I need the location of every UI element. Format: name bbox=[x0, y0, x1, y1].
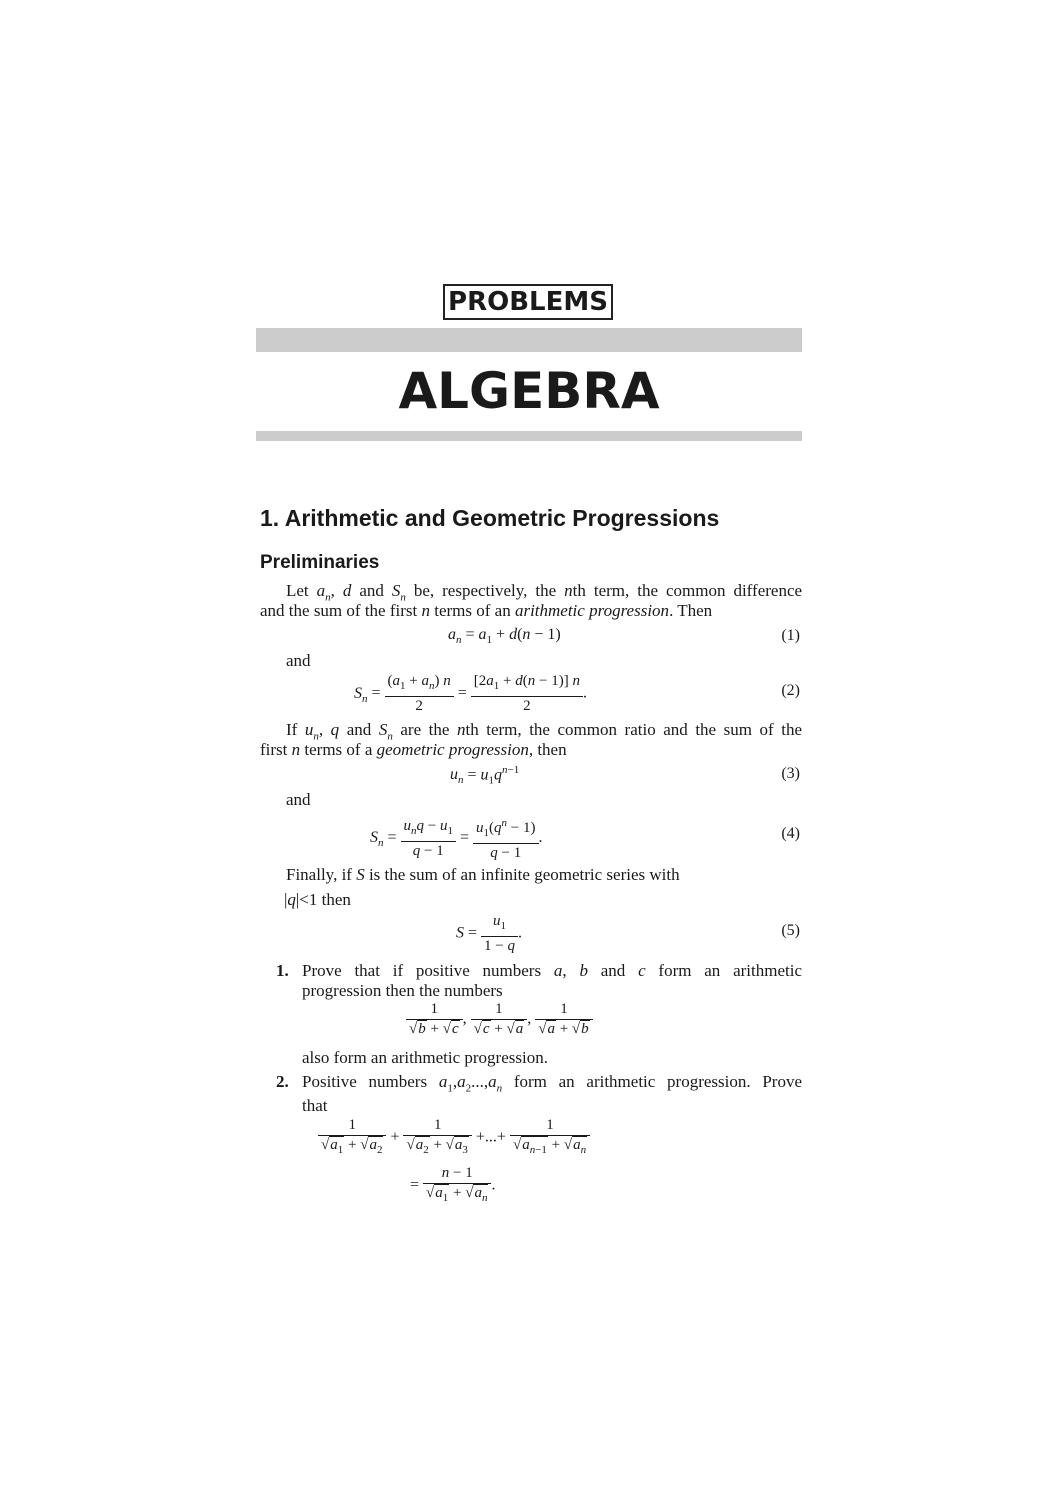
title-bottom-bar bbox=[256, 431, 802, 441]
and-label-1: and bbox=[286, 651, 311, 670]
equation-1: $a_n = a_1 + d(n - 1)$ bbox=[448, 626, 561, 647]
problem-2-line-2: that bbox=[302, 1096, 328, 1115]
paragraph-1-line-1: Let $a_n$, d and $S_n$ be, respectively, the nth term, the common difference bbox=[286, 581, 803, 604]
problem-1-line-1: Prove that if positive numbers a, b and c form an arithmetic bbox=[302, 961, 803, 980]
paragraph-1-line-2: and the sum of the first n terms of an arithmetic progression. Then bbox=[260, 601, 713, 620]
problem-2-number: 2. bbox=[276, 1072, 289, 1091]
problem-2-line-1: Positive numbers $a_1,a_2...,a_n$ form an arithmetic progression. Prove bbox=[302, 1072, 803, 1095]
equation-5: S = $\frac{u_1}{1 - q}$ . bbox=[456, 913, 522, 954]
title-top-bar bbox=[256, 328, 802, 352]
section-heading: 1. Arithmetic and Geometric Progressions bbox=[260, 505, 720, 531]
paragraph-3-line-2: |q|<1 then bbox=[284, 890, 351, 909]
problem-1-line-3: also form an arithmetic progression. bbox=[302, 1048, 548, 1067]
problem-1-line-2: progression then the numbers bbox=[302, 981, 503, 1000]
problem-1-number: 1. bbox=[276, 961, 289, 980]
equation-number-1: (1) bbox=[781, 627, 800, 644]
equation-number-2: (2) bbox=[781, 682, 800, 699]
equation-number-5: (5) bbox=[781, 922, 800, 939]
and-label-2: and bbox=[286, 790, 311, 809]
problem-2-formula-line-2: = $\frac{n - 1}{√a_1 + √a_n}$ . bbox=[410, 1165, 496, 1204]
paragraph-2-line-1: If $u_n$, q and $S_n$ are the nth term, the common ratio and the sum of the bbox=[286, 720, 803, 743]
equation-number-3: (3) bbox=[781, 765, 800, 782]
paragraph-3-line-1: Finally, if S is the sum of an infinite geometric series with bbox=[286, 865, 680, 884]
equation-4: $S_n$ = $\frac{u_nq - u_1}{q - 1}$ = $\frac{u_1(q^n - 1)}{q - 1}$ . bbox=[370, 814, 543, 863]
problem-2-formula-line-1: $\frac{1}{√a_1 + √a_2}$ + $\frac{1}{√a_2 + √a_3}$ +...+ $\frac{1}{√a_{n-1} + √a_n}$ bbox=[318, 1116, 590, 1160]
paragraph-2-line-2: first n terms of a geometric progression, then bbox=[260, 740, 567, 759]
problem-1-formula: $\frac{1}{√b + √c}$ , $\frac{1}{√c + √a}$ , $\frac{1}{√a + √b}$ bbox=[406, 1000, 593, 1039]
equation-number-4: (4) bbox=[781, 825, 800, 842]
equation-3: $u_n = u_1q^{n-1}$ bbox=[450, 764, 520, 787]
problems-badge: PROBLEMS bbox=[443, 284, 613, 320]
section-subheading: Preliminaries bbox=[260, 552, 380, 573]
chapter-title: ALGEBRA bbox=[398, 362, 660, 420]
equation-2: $S_n$ = $\frac{(a_1 + a_n) n}{2}$ = $\frac{[2a_1 + d(n - 1)] n}{2}$ . bbox=[354, 673, 587, 714]
